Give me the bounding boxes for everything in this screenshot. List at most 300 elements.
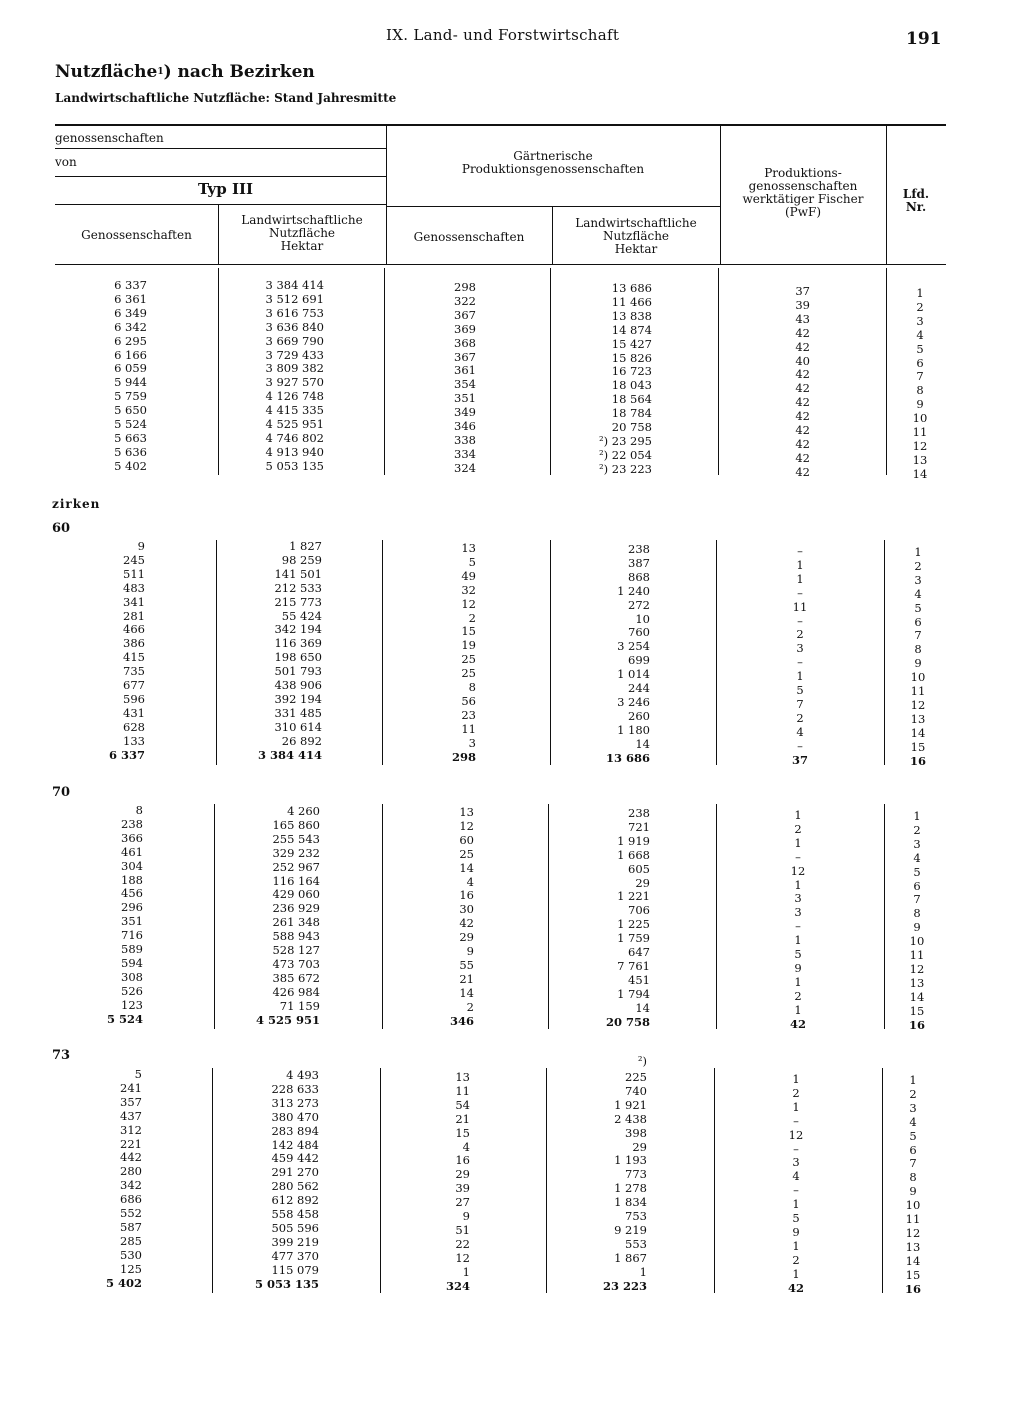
table-cell: 505 596 [271, 1220, 319, 1235]
table-cell: 594 [121, 955, 143, 970]
table-cell: 398 [625, 1125, 647, 1140]
table-cell: 2 [794, 988, 802, 1003]
table-cell: 5 [134, 1067, 142, 1081]
table-cell: 342 [120, 1178, 142, 1193]
table-cell: 225 [625, 1070, 647, 1084]
table-cell: 4 126 748 [265, 389, 324, 404]
table-cell: 473 703 [272, 956, 320, 971]
gpg-nutzflaeche-column [573, 807, 650, 1030]
table-cell: 9 [462, 1209, 470, 1224]
table-cell: 8 [468, 680, 476, 695]
table-cell: 21 [459, 971, 474, 986]
table-cell: 4 [914, 586, 922, 601]
table-cell: 1 668 [617, 847, 650, 862]
table-cell: 6 337 [114, 278, 147, 292]
body-divider [214, 804, 215, 1029]
table-cell: 98 259 [281, 552, 322, 567]
header-rule-gpg [386, 206, 720, 207]
table-cell: 552 [120, 1206, 142, 1221]
header-lfd-nr [886, 188, 946, 214]
table-cell: 2 [913, 822, 921, 837]
table-cell: 29 [635, 875, 650, 890]
table-cell: 51 [455, 1222, 470, 1237]
table-cell: 116 164 [272, 873, 320, 888]
table-cell: 43 [795, 311, 810, 326]
table-cell: 740 [625, 1083, 647, 1098]
table-cell: 4 [462, 1139, 470, 1154]
table-cell: 15 [461, 624, 476, 639]
table-cell: 3 [468, 735, 476, 750]
table-cell: 12 [788, 1127, 804, 1142]
table-cell: 346 [454, 419, 476, 434]
table-cell: 14 [459, 860, 474, 875]
table-cell: 42 [795, 395, 810, 410]
header-gpg-nutzflaeche-line-3: Hektar [614, 242, 658, 256]
table-cell: 42 [795, 436, 810, 451]
gpg-genossenschaften-column [438, 806, 474, 1029]
table-cell: 415 [123, 650, 145, 665]
table-cell: 54 [455, 1097, 470, 1112]
table-cell: 329 232 [272, 845, 320, 860]
table-cell: 20 758 [605, 1014, 650, 1029]
table-cell: 13 [910, 711, 926, 726]
table-cell: 15 427 [611, 336, 652, 351]
header-nutzflaeche-line-2: Nutzfläche [268, 226, 336, 240]
header-col-genossenschaften: Genossenschaften [81, 228, 192, 242]
table-cell: 11 [461, 721, 476, 736]
table-cell: 11 [910, 684, 926, 699]
table-cell: 42 [795, 450, 810, 465]
header-nutzflaeche-line-3: Hektar [280, 239, 324, 253]
table-cell: 3 [796, 641, 804, 656]
body-divider [714, 1068, 715, 1293]
table-cell: 753 [625, 1209, 647, 1224]
table-cell: 4 [466, 874, 474, 889]
table-cell: 5 524 [114, 417, 147, 432]
table-cell: 1 221 [617, 889, 650, 904]
table-cell: 6 337 [108, 747, 145, 762]
table-cell: 596 [123, 691, 145, 706]
table-cell: 198 650 [274, 650, 322, 665]
table-cell: 3 809 382 [265, 361, 324, 376]
table-cell: 3 [913, 836, 921, 851]
table-cell: 15 [905, 1267, 921, 1282]
table-cell: 426 984 [272, 984, 320, 999]
table-cell: 15 [455, 1125, 470, 1140]
table-cell: 1 193 [614, 1153, 647, 1168]
table-cell: 13 [905, 1239, 921, 1254]
table-cell: 4 260 [287, 804, 320, 818]
table-cell: 25 [461, 666, 476, 681]
table-cell: 3 384 414 [257, 747, 322, 762]
table-cell: 9 [466, 944, 474, 959]
table-cell: 13 [461, 541, 476, 555]
table-cell: 342 194 [274, 622, 322, 637]
table-cell: 2 [914, 558, 922, 573]
table-cell: 477 370 [271, 1248, 319, 1263]
table-cell: 322 [454, 293, 476, 308]
body-divider [884, 540, 885, 765]
nutzflaeche-column [250, 279, 324, 474]
table-cell: 5 [794, 947, 802, 962]
table-cell: 361 [454, 363, 476, 378]
table-cell: 13 [459, 805, 474, 819]
table-cell: 1 [794, 877, 802, 892]
table-cell: 773 [625, 1167, 647, 1182]
table-cell: 42 [795, 381, 810, 396]
table-cell: 42 [795, 464, 810, 479]
page-subtitle: Landwirtschaftliche Nutzfläche: Stand Jahresmitte [55, 91, 397, 105]
table-cell: 612 892 [271, 1193, 319, 1208]
table-cell: 10 [910, 670, 926, 685]
table-cell: 2 [794, 821, 802, 836]
table-cell: 4 [916, 327, 924, 342]
table-cell: 6 [909, 1142, 917, 1157]
table-cell: 1 [796, 669, 804, 684]
table-cell: – [795, 849, 801, 864]
table-cell: – [793, 1183, 799, 1198]
table-cell: 245 [123, 552, 145, 567]
table-cell: 25 [459, 846, 474, 861]
table-cell: 221 [120, 1136, 142, 1151]
table-cell: 228 633 [271, 1081, 319, 1096]
table-cell: 1 [913, 809, 921, 823]
pwf-column [783, 809, 813, 1032]
section-label-1970: 70 [52, 785, 71, 800]
table-cell: 628 [123, 719, 145, 734]
header-von: von [55, 155, 77, 169]
table-cell: 298 [454, 280, 476, 294]
table-cell: 12 [910, 697, 926, 712]
table-cell: 12 [459, 818, 474, 833]
table-cell: – [793, 1141, 799, 1156]
table-cell: 291 270 [271, 1165, 319, 1180]
table-cell: 312 [120, 1122, 142, 1137]
table-cell: 9 [794, 960, 802, 975]
table-cell: 4 525 951 [255, 1012, 320, 1027]
table-cell: 686 [120, 1192, 142, 1207]
genossenschaften-column [85, 540, 145, 763]
table-cell: 238 [121, 816, 143, 831]
table-cell: 29 [455, 1167, 470, 1182]
header-pwf-line-2: genossenschaften [748, 179, 858, 193]
body-divider [886, 268, 887, 475]
table-cell: 40 [795, 353, 810, 368]
table-cell: 399 219 [271, 1234, 319, 1249]
table-cell: 3 246 [617, 694, 650, 709]
table-cell: 5 053 135 [265, 458, 324, 473]
table-cell: 14 [635, 1000, 650, 1015]
header-col-nutzflaeche [218, 214, 386, 253]
table-cell: 451 [628, 972, 650, 987]
table-cell: 1 [796, 571, 804, 586]
table-cell: 15 [910, 739, 926, 754]
table-cell: 304 [121, 858, 143, 873]
table-cell: 236 929 [272, 901, 320, 916]
lfd-nr-column [893, 1074, 933, 1297]
table-cell: 42 [795, 339, 810, 354]
table-cell: 244 [628, 681, 650, 696]
table-cell: 5 053 135 [254, 1276, 319, 1291]
header-gpg-genossenschaften: Genossenschaften [413, 230, 525, 244]
table-cell: 456 [121, 886, 143, 901]
table-cell: 605 [628, 861, 650, 876]
table-cell: 7 [913, 892, 921, 907]
table-cell: 29 [459, 930, 474, 945]
header-gpg [386, 150, 720, 176]
body-divider [550, 268, 551, 475]
table-cell: 8 [914, 642, 922, 657]
table-cell: 2 [916, 299, 924, 314]
header-pwf-line-1: Produktions- [764, 166, 842, 180]
table-cell: 11 [905, 1212, 921, 1227]
table-cell: 37 [791, 752, 808, 767]
table-cell: 5 [916, 341, 924, 356]
table-cell: 459 442 [271, 1151, 319, 1166]
table-cell: 429 060 [272, 887, 320, 902]
lfd-nr-column [898, 546, 938, 769]
table-cell: 260 [628, 708, 650, 723]
table-cell: 2 [792, 1085, 800, 1100]
table-cell: 23 223 [602, 1278, 647, 1293]
header-rule-von [55, 176, 386, 177]
body-divider [218, 268, 219, 475]
table-cell: 3 927 570 [265, 375, 324, 390]
table-cell: 526 [121, 983, 143, 998]
table-cell: 18 784 [611, 406, 652, 421]
table-cell: 42 [459, 916, 474, 931]
table-cell: 346 [449, 1013, 474, 1028]
table-cell: 7 761 [617, 958, 650, 973]
running-head: IX. Land- und Forstwirtschaft [386, 26, 620, 44]
table-cell: 39 [795, 297, 810, 312]
gpg-nutzflaeche-column [575, 543, 650, 766]
table-cell: 42 [789, 1016, 806, 1031]
table-cell: 12 [790, 863, 806, 878]
table-cell: 4 493 [286, 1068, 319, 1082]
table-cell: 55 [459, 957, 474, 972]
table-cell: 16 [908, 1017, 925, 1032]
table-cell: 6 [916, 355, 924, 370]
genossenschaften-column [80, 1068, 142, 1291]
table-cell: 16 723 [611, 364, 652, 379]
table-cell: 71 159 [279, 998, 320, 1013]
table-cell: 553 [625, 1236, 647, 1251]
table-cell: 6 349 [114, 305, 147, 320]
table-cell: 141 501 [274, 566, 322, 581]
table-cell: 10 [909, 934, 925, 949]
section-label-1960: 60 [52, 521, 71, 536]
body-divider [548, 804, 549, 1029]
table-cell: 1 921 [614, 1097, 647, 1112]
body-divider [380, 1068, 381, 1293]
table-cell: 6 342 [114, 319, 147, 334]
table-cell: 7 [909, 1156, 917, 1171]
table-cell: 9 [137, 539, 145, 553]
body-divider [718, 268, 719, 475]
table-cell: 14 874 [611, 322, 652, 337]
table-cell: 1 [794, 974, 802, 989]
table-cell: 9 [792, 1224, 800, 1239]
table-cell: 338 [454, 432, 476, 447]
table-cell: – [793, 1113, 799, 1128]
table-cell: 123 [121, 997, 143, 1012]
table-cell: 5 [468, 554, 476, 569]
table-cell: 1 [916, 286, 924, 300]
table-cell: 386 [123, 636, 145, 651]
table-cell: 760 [628, 625, 650, 640]
table-cell: 14 [909, 989, 925, 1004]
table-cell: 3 [909, 1100, 917, 1115]
table-cell: 368 [454, 335, 476, 350]
table-cell: 13 838 [611, 308, 652, 323]
table-cell: 60 [459, 832, 474, 847]
table-cell: 12 [455, 1250, 470, 1265]
table-cell: 255 543 [272, 831, 320, 846]
gpg-nutzflaeche-footnote: ²) [637, 1054, 647, 1068]
table-cell: – [797, 585, 803, 600]
table-cell: 125 [120, 1261, 142, 1276]
table-cell: 1 [914, 545, 922, 559]
table-cell: 1 [462, 1264, 470, 1279]
table-cell: 367 [454, 349, 476, 364]
table-cell: 13 686 [611, 281, 652, 295]
table-cell: 1 180 [617, 722, 650, 737]
table-cell: 298 [451, 749, 476, 764]
table-cell: 677 [123, 678, 145, 693]
table-cell: 366 [121, 830, 143, 845]
body-divider [384, 268, 385, 475]
table-cell: 461 [121, 844, 143, 859]
table-cell: 2 [792, 1252, 800, 1267]
table-cell: 4 913 940 [265, 444, 324, 459]
table-cell: 9 [913, 920, 921, 935]
table-cell: 11 [792, 599, 808, 614]
gpg-nutzflaeche-column [570, 1071, 647, 1294]
table-cell: 10 [635, 611, 650, 626]
table-cell: 12 [912, 438, 928, 453]
table-cell: 4 525 951 [265, 417, 324, 432]
table-cell: 8 [913, 906, 921, 921]
header-bottom-rule [55, 264, 946, 265]
table-cell: 5 759 [114, 389, 147, 404]
table-cell: 3 384 414 [265, 278, 324, 292]
table-cell: 308 [121, 969, 143, 984]
table-cell: 283 894 [271, 1123, 319, 1138]
body-divider [716, 540, 717, 765]
table-cell: 735 [123, 664, 145, 679]
table-cell: 310 614 [274, 719, 322, 734]
table-cell: 716 [121, 928, 143, 943]
table-cell: 115 079 [271, 1262, 319, 1277]
table-cell: 11 [909, 948, 925, 963]
table-cell: 42 [795, 423, 810, 438]
table-cell: 2 [796, 710, 804, 725]
nutzflaeche-column [248, 805, 320, 1028]
table-cell: 4 [796, 724, 804, 739]
table-cell: 1 [639, 1264, 647, 1279]
table-cell: 16 [904, 1281, 921, 1296]
table-cell: 721 [628, 819, 650, 834]
nutzflaeche-column [250, 540, 322, 763]
table-cell: 442 [120, 1150, 142, 1165]
table-cell: 324 [445, 1278, 470, 1293]
table-cell: 1 834 [614, 1195, 647, 1210]
table-cell: 1 014 [617, 667, 650, 682]
table-cell: 647 [628, 945, 650, 960]
table-cell: – [797, 738, 803, 753]
body-divider [882, 1068, 883, 1293]
table-cell: 12 [905, 1225, 921, 1240]
table-cell: 3 669 790 [265, 333, 324, 348]
table-cell: 7 [916, 369, 924, 384]
header-pwf-line-3: werktätiger Fischer [742, 192, 864, 206]
body-divider [212, 1068, 213, 1293]
table-cell: 280 [120, 1164, 142, 1179]
body-divider [550, 540, 551, 765]
table-cell: ²) 23 295 [599, 433, 652, 448]
table-cell: 49 [461, 568, 476, 583]
gpg-nutzflaeche-column [575, 282, 652, 477]
table-cell: 7 [914, 628, 922, 643]
table-cell: 8 [916, 383, 924, 398]
table-cell: 8 [909, 1170, 917, 1185]
body-divider [546, 1068, 547, 1293]
header-pwf [720, 167, 886, 219]
pwf-column [785, 545, 815, 768]
table-cell: 385 672 [272, 970, 320, 985]
table-cell: 12 [461, 596, 476, 611]
table-cell: 324 [454, 460, 476, 475]
table-cell: 37 [795, 284, 810, 298]
table-cell: 55 424 [281, 608, 322, 623]
table-cell: 1 827 [289, 539, 322, 553]
header-gpg-line-2: Produktionsgenossenschaften [461, 162, 645, 176]
table-cell: 10 [912, 411, 928, 426]
table-cell: 238 [628, 542, 650, 556]
table-cell: 3 [916, 313, 924, 328]
table-cell: 18 564 [611, 392, 652, 407]
table-cell: 42 [795, 367, 810, 382]
table-cell: 1 [794, 933, 802, 948]
table-cell: 14 [905, 1253, 921, 1268]
body-divider [716, 804, 717, 1029]
header-typ-iii: Typ III [198, 180, 253, 198]
table-cell: 21 [455, 1111, 470, 1126]
table-cell: 5 [914, 600, 922, 615]
section-label-1973: 73 [52, 1048, 71, 1063]
lfd-nr-column [900, 287, 940, 482]
header-top-rule [55, 124, 946, 126]
table-cell: 14 [912, 466, 928, 481]
body-divider [216, 540, 217, 765]
table-cell: 511 [123, 566, 145, 581]
table-cell: 4 746 802 [265, 430, 324, 445]
table-cell: 6 361 [114, 291, 147, 306]
header-lfd-line-2: Nr. [905, 200, 927, 214]
genossenschaften-column [85, 279, 147, 474]
table-cell: 6 [913, 878, 921, 893]
table-cell: 42 [787, 1280, 804, 1295]
table-cell: 5 [909, 1128, 917, 1143]
table-cell: 1 919 [617, 833, 650, 848]
table-cell: 252 967 [272, 859, 320, 874]
table-cell: 868 [628, 569, 650, 584]
table-cell: 11 [455, 1083, 470, 1098]
table-cell: 2 438 [614, 1111, 647, 1126]
table-cell: 334 [454, 446, 476, 461]
table-cell: 12 [909, 961, 925, 976]
